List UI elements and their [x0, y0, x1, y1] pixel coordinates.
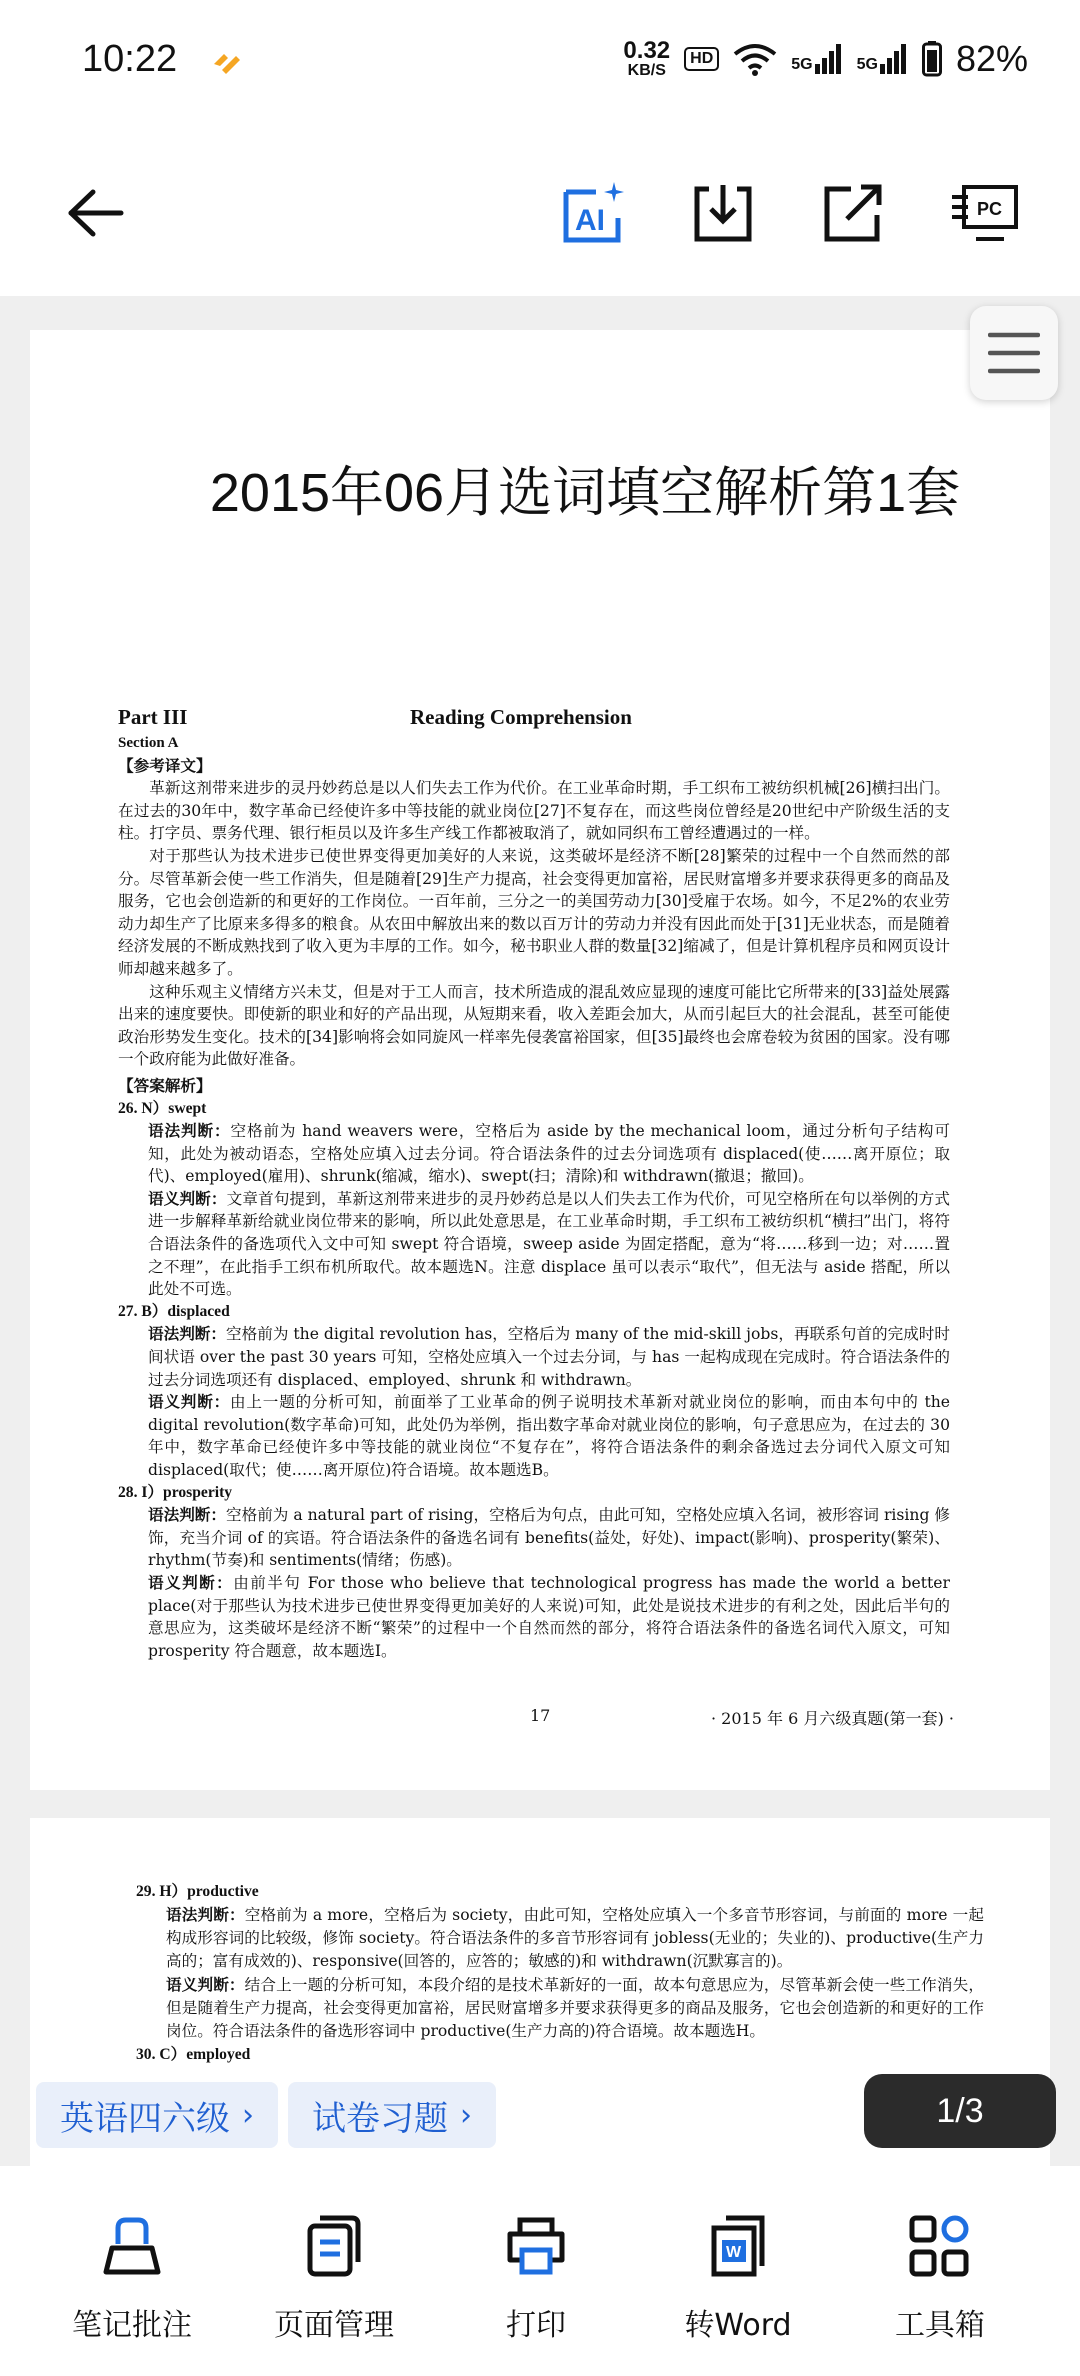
signal-bars-icon [880, 44, 908, 74]
top-toolbar [0, 130, 1080, 296]
page-number: 17 [530, 1706, 551, 1725]
svg-text:AI: AI [575, 204, 605, 237]
tag-chip-cet[interactable]: 英语四六级 › [36, 2082, 278, 2148]
annotate-button[interactable]: 笔记批注 [32, 2210, 232, 2344]
svg-text:W: W [726, 2244, 742, 2261]
translation-heading: 【参考译文】 [118, 755, 212, 775]
menu-button[interactable] [970, 306, 1058, 400]
chevron-right-icon: › [460, 2097, 472, 2133]
wifi-icon [733, 42, 777, 76]
toolbox-icon [908, 2214, 972, 2278]
page-content [136, 1880, 984, 2066]
ai-icon [558, 178, 628, 248]
bottom-toolbar [0, 2166, 1080, 2376]
answer-line: 语法判断：空格前为 the digital revolution has，空格后为 many of the mid-skill jobs，再联系句首的完成时时间状语 over the past 30 years 可知，空格处应填入一个过去分词，与 has 一起构成现在完成时。符合语法条件的过去分词选项还有 displaced、employed、shrunk 和 withdrawn。 [148, 1324, 950, 1389]
answer-title: 27. B）displaced [118, 1302, 230, 1320]
answer-line: 语法判断：空格前为 a more，空格后为 society，由此可知，空格处应填入一个多音节形容词，与前面的 more 一起构成形容词的比较级，修饰 society。符合语法条件的多音节形容词有 jobless(无业的；失业的)、productive(生产力高的；富有成效的)、responsive(回答的，应答的；敏感的)和 withdrawn(沉默寡言的)。 [166, 1905, 984, 1970]
page-title: 2015年06月选词填空解析第1套 [209, 463, 961, 523]
chevron-right-icon: › [242, 2097, 254, 2133]
translation-paragraph: 革新这剂带来进步的灵丹妙药总是以人们失去工作为代价。在工业革命时期，手工织布工被纺织机械[26]横扫出门。在过去的30年中，数字革命已经使许多中等技能的就业岗位[27]不复存在，而这些岗位曾经是20世纪中产阶级生活的支柱。打字员、票务代理、银行柜员以及许多生产线工作都被取消了，就如同织布工曾经遭遇过的一样。 [118, 779, 950, 843]
download-icon [691, 181, 755, 245]
answer-title: 29. H）productive [136, 1883, 259, 1900]
answer-line: 语法判断：空格前为 a natural part of rising，空格后为句点，由此可知，空格处应填入名词，被形容词 rising 修饰，充当介词 of 的宾语。符合语法条件的备选名词有 benefits(益处，好处)、impact(影响)、prosperity(繁荣)、rhythm(节奏)和 sentiments(情绪；伤感)。 [148, 1505, 950, 1570]
section-label: Section A [118, 735, 179, 751]
answer-line: 语义判断：由前半句 For those who believe that technological progress has made the world a better place(对于那些认为技术进步已使世界变得更加美好的人来说)可知，此处是说技术进步的有利之处，因此后半句的意思应为，这类破坏是经济不断“繁荣”的过程中一个自然而然的部分，将符合语法条件的备选名词代入原文，可知 prosperity 符合题意，故本题选I。 [148, 1572, 950, 1660]
battery-icon [922, 41, 942, 77]
answer-title: 30. C）employed [136, 2046, 251, 2063]
ai-button[interactable] [548, 168, 638, 258]
answer-line: 语义判断：文章首句提到，革新这剂带来进步的灵丹妙药总是以人们失去工作为代价，可见空格所在句以举例的方式进一步解释革新给就业岗位带来的影响，所以此处意思是，在工业革命时期，手工织布工被纺织机“横扫”出门，将符合语法条件的备选项代入文中可知 swept 符合语境，sweep aside 为固定搭配，意为“将……移到一边；对……置之不理”，在此指手工织布机所取代。故本题选N。注意 displace 虽可以表示“取代”，但无法与 aside 搭配，所以此处不可选。 [148, 1188, 950, 1299]
answer-line: 语法判断：空格前为 hand weavers were，空格后为 aside by the mechanical loom，通过分析句子结构可知，此处为被动语态，空格处应填入过去分词。符合语法条件的过去分词选项有 displaced(使……离开原位；取代)、employed(雇用)、shrunk(缩减，缩水)、swept(扫；清除)和 withdrawn(撤退；撤回)。 [148, 1121, 950, 1186]
svg-text:PC: PC [977, 199, 1003, 219]
page-content [118, 706, 950, 1662]
status-indicators [623, 38, 1028, 80]
word-icon [706, 2214, 770, 2278]
share-icon [821, 181, 885, 245]
document-page-1 [30, 330, 1050, 1790]
pc-transfer-icon [950, 181, 1020, 245]
status-bar [0, 0, 1080, 130]
answer-title: 28. I）prosperity [118, 1483, 233, 1501]
print-icon [504, 2214, 568, 2278]
translation-paragraph: 对于那些认为技术进步已使世界变得更加美好的人来说，这类破坏是经济不断[28]繁荣的过程中一个自然而然的部分。尽管革新会使一些工作消失，但是随着[29]生产力提高，社会变得更加富裕，居民财富增多并要求获得更多的商品及服务，它也会创造新的和更好的工作岗位。一百年前，三分之一的美国劳动力[30]受雇于农场。如今，不足2%的农业劳动力却生产了比原来多得多的粮食。从农田中解放出来的数以百万计的劳动力并没有因此而处于[31]无业状态，而是随着经济发展的不断成熟找到了收入更为丰厚的工作。如今，秘书职业人群的数量[32]缩减了，但是计算机程序员和网页设计师却越来越多了。 [118, 846, 950, 978]
answer-title: 26. N）swept [118, 1099, 207, 1117]
menu-icon [988, 331, 1040, 375]
section-heading: Reading Comprehension [410, 705, 632, 729]
answer-line: 语义判断：由上一题的分析可知，前面举了工业革命的例子说明技术革新对就业岗位的影响，而由本句中的 the digital revolution(数字革命)可知，此处仍为举例，指出数字革命对就业岗位的影响，句子意思应为，在过去的 30 年中，数字革命已经使许多中等技能的就业岗位“不复存在”，将符合语法条件的剩余备选过去分词代入原文可知 displaced(取代；使……离开原位)符合语境。故本题选B。 [148, 1392, 950, 1479]
page-indicator[interactable]: 1/3 [864, 2074, 1056, 2148]
pc-button[interactable] [940, 168, 1030, 258]
battery-percent: 82% [955, 38, 1028, 79]
toolbox-button[interactable]: 工具箱 [840, 2210, 1040, 2344]
back-button[interactable] [50, 168, 140, 258]
annotate-icon [100, 2214, 164, 2278]
signal-sim2: 5G [857, 44, 908, 74]
translation-paragraph: 这种乐观主义情绪方兴未艾，但是对于工人而言，技术所造成的混乱效应显现的速度可能比它所带来的[33]益处展露出来的速度要快。即使新的职业和好的产品出现，从短期来看，收入差距会加大，从而引起巨大的社会混乱，甚至可能使政治形势发生变化。技术的[34]影响将会如同旋风一样率先侵袭富裕国家，但[35]最终也会席卷较为贫困的国家。没有哪一个政府能为此做好准备。 [118, 982, 950, 1069]
tag-chip-exercises[interactable]: 试卷习题 › [288, 2082, 496, 2148]
back-arrow-icon [65, 188, 125, 238]
status-time: 10:22 [82, 38, 178, 80]
page-manage-icon [302, 2214, 366, 2278]
part-label: Part III [118, 705, 188, 729]
answer-line: 语义判断：结合上一题的分析可知，本段介绍的是技术革新好的一面，故本句意思应为，尽管革新会使一些工作消失，但是随着生产力提高，社会变得更加富裕，居民财富增多并要求获得更多的商品及服务，它也会创造新的和更好的工作岗位。符合语法条件的备选形容词中 productive(生产力高的)符合语境。故本题选H。 [166, 1975, 984, 2040]
signal-sim1: 5G [791, 44, 842, 74]
download-button[interactable] [678, 168, 768, 258]
analysis-heading: 【答案解析】 [118, 1075, 212, 1095]
net-speed: 0.32 KB/S [623, 37, 671, 79]
page-manage-button[interactable]: 页面管理 [234, 2210, 434, 2344]
app-notification-icon [208, 44, 244, 80]
print-button[interactable]: 打印 [436, 2210, 636, 2344]
to-word-button[interactable]: W 转Word [638, 2210, 838, 2344]
tag-chips [36, 2082, 496, 2148]
document-viewer[interactable] [0, 296, 1080, 2166]
share-button[interactable] [808, 168, 898, 258]
footer-text: · 2015 年 6 月六级真题(第一套) · [711, 1709, 954, 1728]
hd-badge: HD [684, 47, 719, 71]
signal-bars-icon [815, 44, 843, 74]
